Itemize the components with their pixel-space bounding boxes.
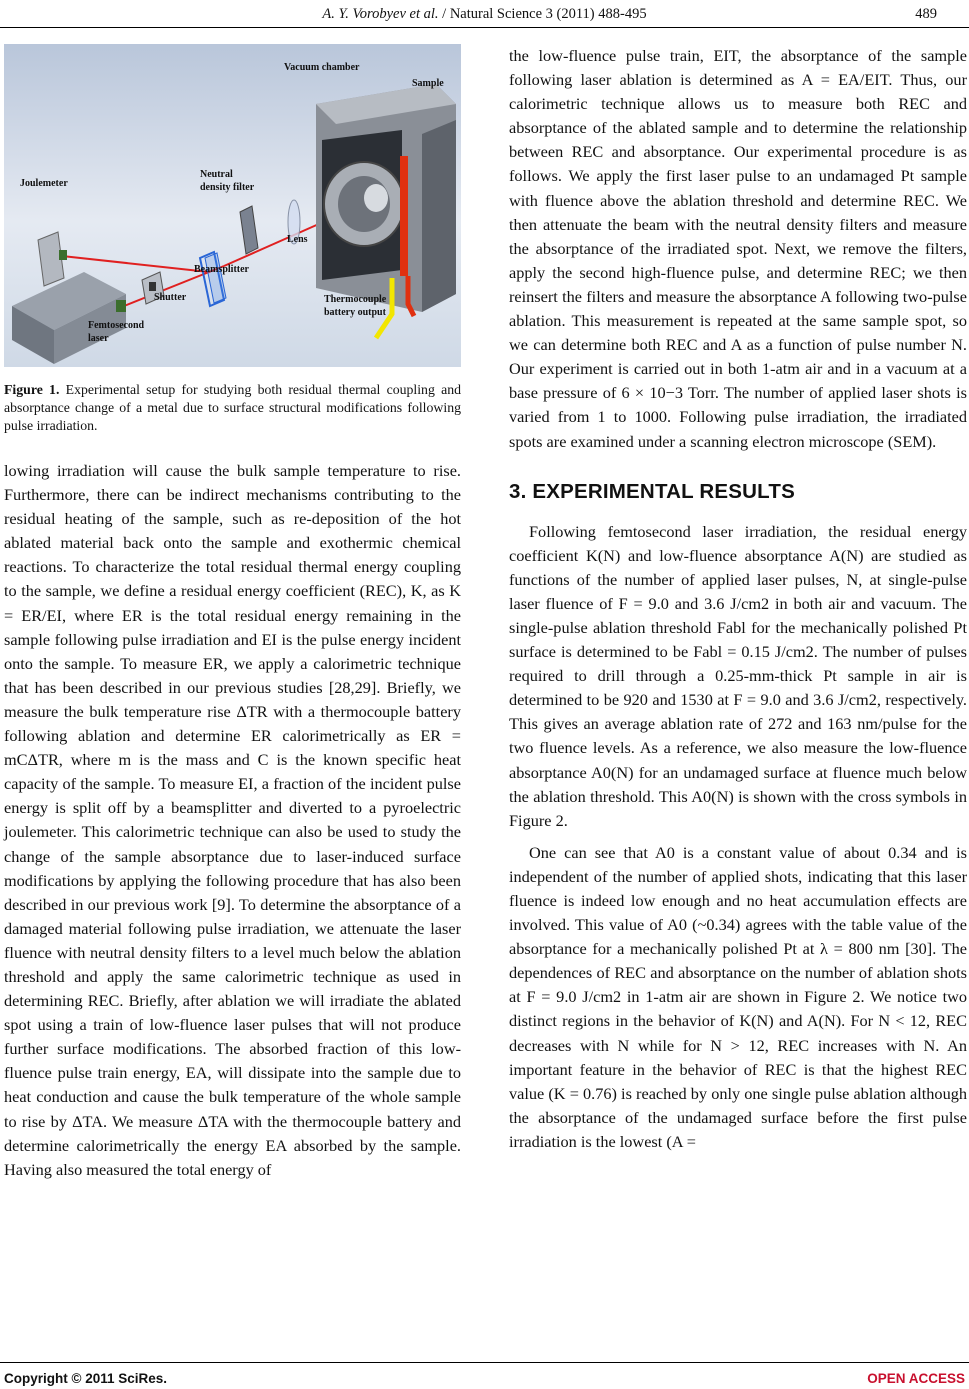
setup-diagram (4, 44, 461, 367)
right-paragraph-1: the low-fluence pulse train, EIT, the absorptance of the sample following laser ablation is determined as A = EA/EIT. Thus, our calorimetric technique allows us to measure both REC and absorptance of the ablated sample and to determine the relationship between REC and absorptance. Our experimental procedure is as follows. We apply the first laser pulse to an undamaged Pt sample with fluence above the ablation threshold and determine REC. We then attenuate the beam with the neutral density filters and measure the absorptance of the irradiated spot. Next, we remove the filters, apply the second high-fluence pulse, and determine REC; we then reinsert the filters and measure the absorptance A following two-pulse ablation. This measurement is repeated at the same sample spot, so we can determine both REC and A as a function of pulse number N. Our experiment is carried out in both 1-atm air and in a vacuum at a base pressure of 6 × 10−3 Torr. The number of applied laser shots is varied from 1 to 1000. Following pulse irradiation, the irradiated spots are examined under a scanning electron microscope (SEM). (509, 46, 967, 451)
page-header (0, 6, 969, 24)
header-rule (0, 27, 969, 28)
running-head: A. Y. Vorobyev et al. / Natural Science 3 (2011) 488-495 (322, 6, 647, 22)
label-beamsplitter: Beamsplitter (194, 264, 249, 275)
label-lens: Lens (287, 234, 308, 245)
page-number: 489 (915, 6, 937, 22)
joulemeter (38, 232, 67, 286)
laser-box (12, 272, 126, 364)
header-authors: A. Y. Vorobyev et al. (322, 6, 439, 22)
label-vacuum-chamber: Vacuum chamber (284, 62, 360, 73)
caption-label: Figure 1. (4, 382, 60, 397)
label-battery-output: battery output (324, 307, 386, 318)
left-column (4, 44, 461, 1182)
label-femtosecond: Femtosecond (88, 320, 145, 331)
figure-1-image (4, 44, 461, 367)
label-density-filter: density filter (200, 182, 255, 193)
label-laser: laser (88, 333, 109, 344)
right-paragraph-2: Following femtosecond laser irradiation, the residual energy coefficient K(N) and low-fluence absorptance A(N) are studied as functions of the number of applied laser pulses, N, at single-pulse laser fluence of F = 9.0 and 3.6 J/cm2 in both air and vacuum. The single-pulse ablation threshold Fabl for the mechanically polished Pt surface is determined to be Fabl = 0.15 J/cm2. The number of pulses required to drill through a 0.25-mm-thick Pt sample in air is determined to be 920 and 1530 at F = 9.0 and 3.6 J/cm2, respectively. This gives an average ablation rate of 272 and 163 nm/pulse for the two fluence levels. As a reference, we also measure the low-fluence absorptance A0(N) for an undamaged surface at fluence much below the ablation threshold. This A0(N) is shown with the cross symbols in Figure 2. (509, 521, 967, 830)
label-thermocouple: Thermocouple (324, 294, 387, 305)
header-journal: Natural Science 3 (2011) 488-495 (449, 6, 647, 22)
caption-text: Experimental setup for studying both residual thermal coupling and absorptance change of a metal due to surface structural modifications following pulse irradiation. (4, 382, 461, 433)
open-access-badge: OPEN ACCESS (867, 1371, 965, 1386)
label-joulemeter: Joulemeter (20, 178, 68, 189)
label-sample: Sample (412, 78, 444, 89)
figure-1-caption (4, 381, 461, 435)
copyright: Copyright © 2011 SciRes. (4, 1371, 168, 1386)
left-paragraph: lowing irradiation will cause the bulk sample temperature to rise. Furthermore, there can be indirect mechanisms contributing to the residual heating of the sample, such as re-deposition of the hot ablated material back onto the sample and exothermic chemical reactions. To characterize the total residual thermal energy coupling to the sample, we define a residual energy coefficient (REC), K, as K = ER/EI, where ER is the total residual energy remaining in the sample following pulse irradiation and EI is the pulse energy incident onto the sample. To measure ER, we apply a calorimetric technique that has been described in our previous studies [28,29]. Briefly, we measure the bulk temperature rise ΔTR with a thermocouple battery following ablation and determine ER calorimetrically as ER = mCΔTR, where m is the mass and C is the known specific heat capacity of the sample. To measure EI, a fraction of the incident pulse energy is split off by a beamsplitter and diverted to a pyroelectric joulemeter. This calorimetric technique can also be used to study the change of the sample absorptance due to laser-induced surface modifications by applying the following procedure that has also been described in our previous work [9]. To determine the absorptance of a damaged material following pulse irradiation, we attenuate the laser fluence with neutral density filters to a level much below the ablation threshold and apply the same calorimetric technique as used in determining REC. Briefly, after ablation we will irradiate the ablated spot using a train of low-fluence laser pulses that will not produce further surface modifications. The absorbed fraction of this low-fluence pulse train energy, EA, will dissipate into the sample due to heat conduction and cause the bulk temperature of the whole sample to rise by ΔTA. We measure ΔTA with the thermocouple battery and determine calorimetrically the energy EA absorbed by the sample. Having also measured the total energy of (4, 461, 461, 1179)
page-footer (0, 1362, 969, 1389)
section-heading: 3. EXPERIMENTAL RESULTS (509, 479, 795, 503)
label-shutter: Shutter (154, 292, 187, 303)
right-paragraph-3: One can see that A0 is a constant value of about 0.34 and is independent of the number of applied shots, indicating that this laser fluence is indeed low enough and no heat accumulation effects are involved. This value of A0 (~0.34) agrees with the table value of the absorptance for a mechanically polished Pt at λ = 800 nm [30]. The dependences of REC and absorptance on the number of ablation shots at F = 9.0 J/cm2 in 1-atm air are shown in Figure 2. We notice two distinct regions in the behavior of K(N) and A(N). For N < 12, REC decreases with N while for N > 12, REC increases with N. An important feature in the behavior of REC is that the highest REC value (K = 0.76) is reached by only one single pulse ablation although the absorptance of the undamaged surface before the first pulse irradiation is the lowest (A = (509, 842, 967, 1151)
right-column (509, 44, 967, 1154)
label-neutral: Neutral (200, 169, 233, 180)
